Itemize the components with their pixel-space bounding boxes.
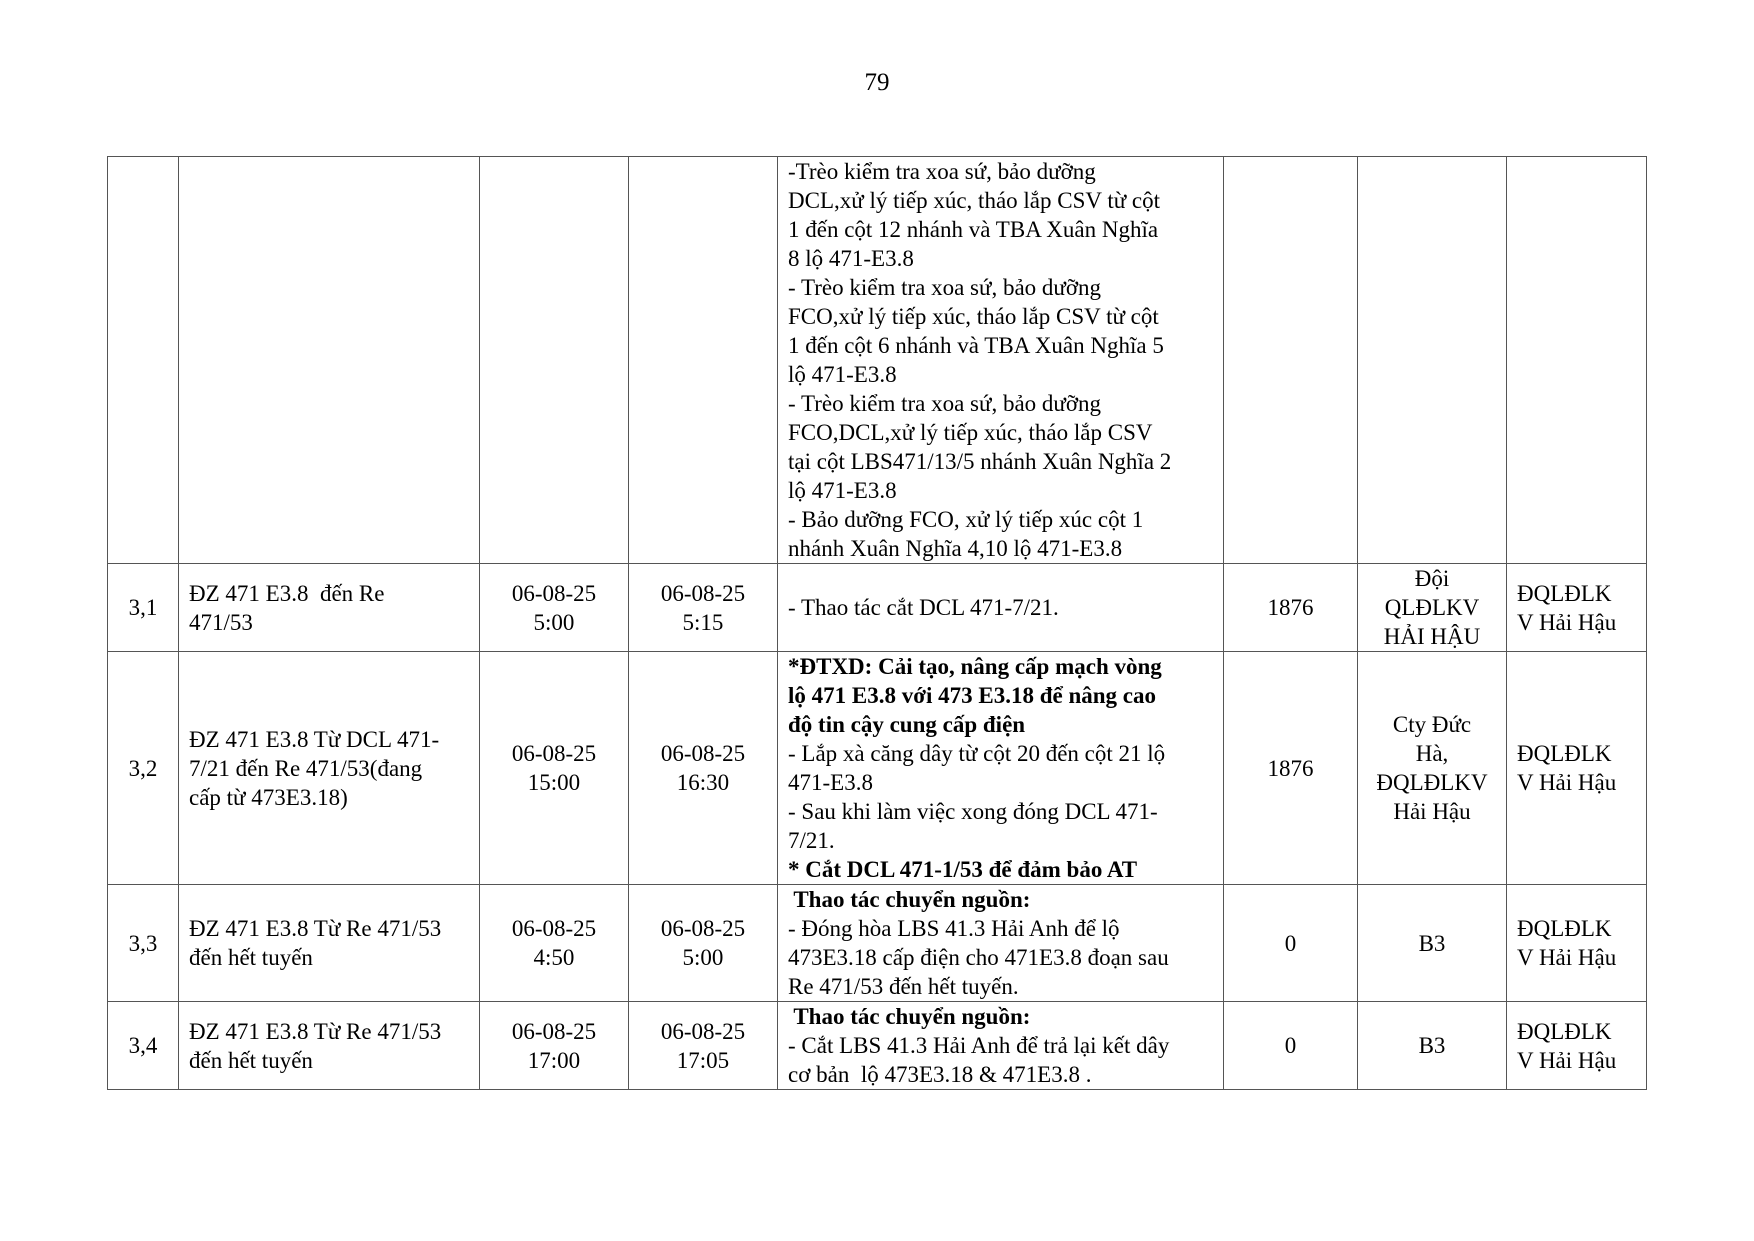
table-row — [108, 885, 1647, 1002]
start-cell — [480, 1002, 629, 1090]
work-text-line: FCO,DCL,xử lý tiếp xúc, tháo lắp CSV — [788, 420, 1153, 445]
end-cell — [629, 564, 778, 652]
work-text-line: - Bảo dưỡng FCO, xử lý tiếp xúc cột 1 — [788, 507, 1144, 532]
work-text-line: Re 471/53 đến hết tuyến. — [788, 974, 1019, 999]
work-text-line: 471-E3.8 — [788, 770, 873, 795]
work-text-line: - Lắp xà căng dây từ cột 20 đến cột 21 lộ — [788, 741, 1166, 766]
table-row — [108, 1002, 1647, 1090]
end-datetime-line: 16:30 — [676, 770, 730, 795]
count-cell: 0 — [1224, 885, 1358, 1002]
manager-name-line: ĐQLĐLK — [1517, 580, 1612, 606]
work-text-line: - Đóng hòa LBS 41.3 Hải Anh để lộ — [788, 916, 1120, 941]
stt-cell — [108, 157, 179, 564]
manager-name-line: V Hải Hậu — [1517, 1047, 1617, 1073]
work-text-line: 1 đến cột 6 nhánh và TBA Xuân Nghĩa 5 — [788, 333, 1164, 358]
table-row-continuation — [108, 157, 1647, 564]
end-datetime-line: 17:05 — [676, 1047, 730, 1073]
work-text-line: Thao tác chuyển nguồn: — [788, 1004, 1031, 1029]
manager-name-line: ĐQLĐLK — [1517, 741, 1612, 766]
stt-cell: 3,3 — [108, 885, 179, 1002]
work-text-line: - Sau khi làm việc xong đóng DCL 471- — [788, 799, 1158, 824]
end-cell — [629, 1002, 778, 1090]
count-cell: 0 — [1224, 1002, 1358, 1090]
unit-name-line: ĐQLĐLKV — [1376, 770, 1488, 795]
page-number: 79 — [864, 69, 890, 96]
work-text-line: cơ bản lộ 473E3.18 & 471E3.8 . — [788, 1062, 1092, 1087]
work-text-line: 7/21. — [788, 828, 835, 853]
work-cell — [778, 885, 1224, 1002]
unit-name-line: Hải Hậu — [1393, 799, 1471, 824]
manager-name-line: ĐQLĐLK — [1517, 916, 1612, 941]
end-datetime-line: 06-08-25 — [660, 1018, 746, 1044]
start-cell — [480, 885, 629, 1002]
end-cell — [629, 885, 778, 1002]
start-datetime-line: 06-08-25 — [511, 916, 597, 941]
start-datetime-line: 06-08-25 — [511, 741, 597, 766]
unit-name-line: Hà, — [1415, 741, 1449, 766]
work-text-line: - Cắt LBS 41.3 Hải Anh để trả lại kết dây — [788, 1033, 1170, 1058]
manager-cell — [1507, 564, 1647, 652]
work-text-line: *ĐTXD: Cải tạo, nâng cấp mạch vòng — [788, 654, 1162, 679]
line-cell — [179, 564, 480, 652]
stt-cell: 3,1 — [108, 564, 179, 652]
work-text-line: 473E3.18 cấp điện cho 471E3.8 đoạn sau — [788, 945, 1169, 970]
start-datetime-line: 15:00 — [527, 770, 581, 795]
count-cell: 1876 — [1224, 652, 1358, 885]
table-row — [108, 564, 1647, 652]
end-cell — [629, 652, 778, 885]
stt-cell: 3,4 — [108, 1002, 179, 1090]
work-text-line: lộ 471-E3.8 — [788, 478, 897, 503]
work-text-line: độ tin cậy cung cấp điện — [788, 712, 1026, 737]
unit-cell — [1358, 1002, 1507, 1090]
work-text-line: 1 đến cột 12 nhánh và TBA Xuân Nghĩa — [788, 217, 1159, 242]
end-cell — [629, 157, 778, 564]
end-datetime-line: 06-08-25 — [660, 741, 746, 766]
unit-name-line: HẢI HẬU — [1383, 624, 1481, 649]
line-name-line: ĐZ 471 E3.8 Từ Re 471/53 — [189, 916, 442, 941]
work-cell — [778, 1002, 1224, 1090]
work-text-line: lộ 471-E3.8 — [788, 362, 897, 387]
unit-cell — [1358, 885, 1507, 1002]
end-datetime-line: 5:00 — [682, 945, 724, 970]
count-cell — [1224, 157, 1358, 564]
start-datetime-line: 06-08-25 — [511, 1018, 597, 1044]
manager-name-line: V Hải Hậu — [1517, 770, 1617, 795]
line-cell — [179, 885, 480, 1002]
work-text-line: - Trèo kiểm tra xoa sứ, bảo dưỡng — [788, 391, 1102, 416]
end-datetime-line: 06-08-25 — [660, 580, 746, 606]
start-datetime-line: 17:00 — [527, 1047, 581, 1073]
manager-cell — [1507, 157, 1647, 564]
manager-name-line: V Hải Hậu — [1517, 945, 1617, 970]
start-cell — [480, 652, 629, 885]
work-text-line: * Cắt DCL 471-1/53 để đảm bảo AT — [788, 857, 1138, 882]
start-cell — [480, 157, 629, 564]
work-text-line: - Trèo kiểm tra xoa sứ, bảo dưỡng — [788, 275, 1102, 300]
manager-name-line: V Hải Hậu — [1517, 609, 1617, 635]
stt-cell: 3,2 — [108, 652, 179, 885]
line-name-line: ĐZ 471 E3.8 đến Re — [189, 580, 385, 606]
outage-schedule-table — [107, 156, 1647, 1090]
line-name-line: cấp từ 473E3.18) — [189, 784, 348, 810]
line-cell — [179, 1002, 480, 1090]
work-text-line: nhánh Xuân Nghĩa 4,10 lộ 471-E3.8 — [788, 536, 1123, 561]
work-cell — [778, 652, 1224, 885]
work-text-line: 8 lộ 471-E3.8 — [788, 246, 914, 271]
work-text-line: DCL,xử lý tiếp xúc, tháo lắp CSV từ cột — [788, 188, 1161, 213]
start-datetime-line: 4:50 — [533, 945, 575, 970]
line-cell — [179, 157, 480, 564]
unit-name-line: Đội — [1414, 566, 1450, 591]
manager-cell — [1507, 1002, 1647, 1090]
unit-cell — [1358, 564, 1507, 652]
work-cell — [778, 564, 1224, 652]
start-datetime-line: 06-08-25 — [511, 580, 597, 606]
start-datetime-line: 5:00 — [533, 609, 575, 635]
line-name-line: 471/53 — [189, 609, 253, 635]
line-name-line: ĐZ 471 E3.8 Từ DCL 471- — [189, 726, 440, 752]
work-text-line: -Trèo kiểm tra xoa sứ, bảo dưỡng — [788, 159, 1096, 184]
table-row — [108, 652, 1647, 885]
unit-name-line: B3 — [1418, 1033, 1446, 1058]
manager-cell — [1507, 885, 1647, 1002]
work-text-line: lộ 471 E3.8 với 473 E3.18 để nâng cao — [788, 683, 1156, 708]
line-name-line: đến hết tuyến — [189, 1047, 313, 1073]
line-name-line: 7/21 đến Re 471/53(đang — [189, 755, 423, 781]
manager-cell — [1507, 652, 1647, 885]
unit-name-line: Cty Đức — [1392, 712, 1472, 737]
end-datetime-line: 5:15 — [682, 609, 724, 635]
count-cell: 1876 — [1224, 564, 1358, 652]
unit-cell — [1358, 157, 1507, 564]
start-cell — [480, 564, 629, 652]
unit-name-line: QLĐLKV — [1384, 595, 1480, 620]
line-name-line: đến hết tuyến — [189, 945, 313, 970]
work-text-line: Thao tác chuyển nguồn: — [788, 887, 1031, 912]
work-text-line: - Thao tác cắt DCL 471-7/21. — [788, 595, 1059, 620]
manager-name-line: ĐQLĐLK — [1517, 1018, 1612, 1044]
end-datetime-line: 06-08-25 — [660, 916, 746, 941]
work-cell — [778, 157, 1224, 564]
work-text-line: tại cột LBS471/13/5 nhánh Xuân Nghĩa 2 — [788, 449, 1172, 474]
unit-cell — [1358, 652, 1507, 885]
line-name-line: ĐZ 471 E3.8 Từ Re 471/53 — [189, 1018, 442, 1044]
work-text-line: FCO,xử lý tiếp xúc, tháo lắp CSV từ cột — [788, 304, 1159, 329]
unit-name-line: B3 — [1418, 930, 1446, 956]
line-cell — [179, 652, 480, 885]
